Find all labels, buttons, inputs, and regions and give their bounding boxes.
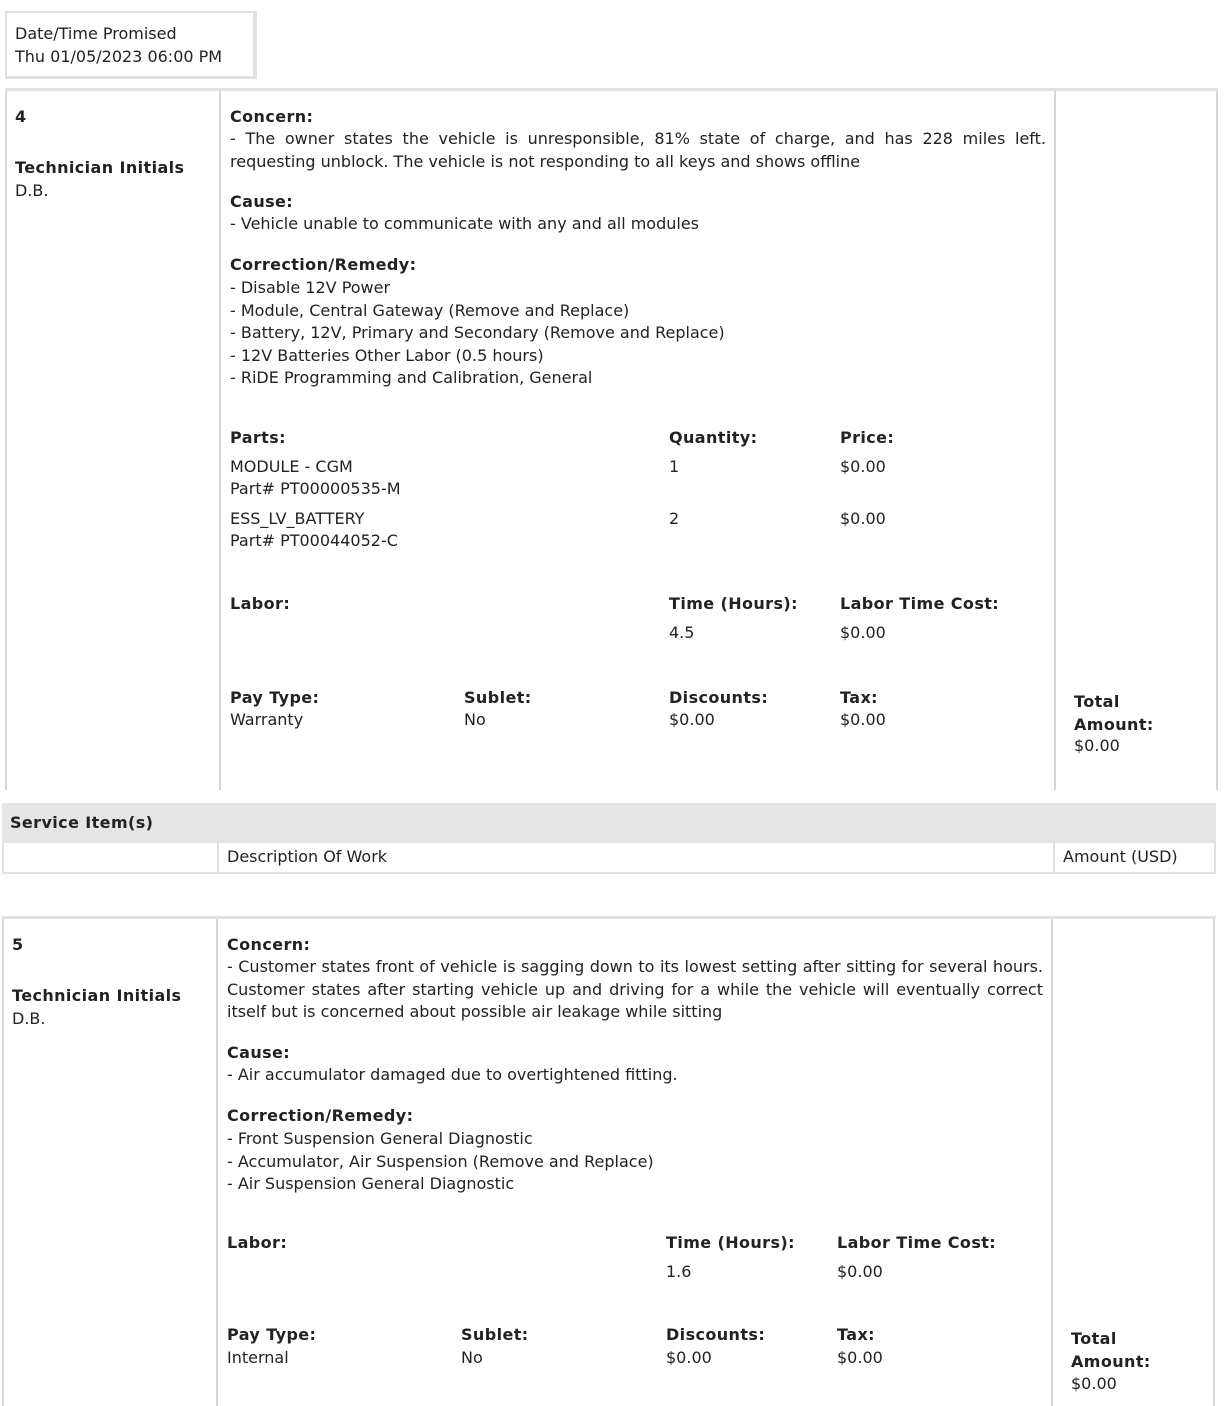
- part-name: MODULE - CGM: [230, 457, 353, 476]
- concern-label: Concern:: [230, 107, 314, 126]
- description-of-work-header: Description Of Work: [227, 847, 388, 866]
- price-header: Price:: [840, 428, 895, 447]
- concern-text: - Customer states front of vehicle is sagging down to its lowest setting after sitting for several hours. Customer states after starting vehicle up and driving for a while the vehicle will eventually correct itself but is concerned about possible air leakage while sitting: [227, 957, 1043, 1022]
- pay-type-value: Internal: [227, 1348, 289, 1367]
- total-amount-label: Total Amount:: [1074, 692, 1154, 734]
- correction-item: - Module, Central Gateway (Remove and Replace): [230, 300, 630, 320]
- technician-initials-label: Technician Initials: [12, 986, 182, 1005]
- correction-item: - RiDE Programming and Calibration, General: [230, 368, 593, 388]
- cause-label: Cause:: [227, 1043, 291, 1062]
- promised-value: Thu 01/05/2023 06:00 PM: [15, 47, 223, 66]
- total-amount-label: Total Amount:: [1071, 1329, 1151, 1371]
- part-price: $0.00: [840, 509, 886, 528]
- technician-initials-label: Technician Initials: [15, 158, 185, 177]
- tax-value: $0.00: [840, 710, 886, 729]
- labor-time-cost-header: Labor Time Cost:: [837, 1233, 997, 1252]
- correction-label: Correction/Remedy:: [227, 1106, 414, 1125]
- pay-type-label: Pay Type:: [227, 1325, 317, 1344]
- part-price: $0.00: [840, 457, 886, 476]
- discounts-label: Discounts:: [669, 688, 769, 707]
- discounts-label: Discounts:: [666, 1325, 766, 1344]
- promised-label: Date/Time Promised: [15, 24, 177, 43]
- discounts-value: $0.00: [666, 1348, 712, 1367]
- tax-value: $0.00: [837, 1348, 883, 1367]
- service-items-title: Service Item(s): [10, 813, 154, 832]
- correction-item: - Battery, 12V, Primary and Secondary (Remove and Replace): [230, 323, 725, 343]
- correction-item: - Accumulator, Air Suspension (Remove and Replace): [227, 1151, 654, 1171]
- labor-header: Labor:: [230, 594, 291, 613]
- sublet-value: No: [461, 1348, 483, 1367]
- time-hours-header: Time (Hours):: [669, 594, 798, 613]
- pay-type-label: Pay Type:: [230, 688, 320, 707]
- sublet-label: Sublet:: [464, 688, 532, 707]
- amount-usd-header: Amount (USD): [1063, 847, 1178, 866]
- technician-initials-value: D.B.: [12, 1009, 46, 1028]
- tax-label: Tax:: [837, 1325, 875, 1344]
- cause-text: - Vehicle unable to communicate with any and all modules: [230, 214, 700, 233]
- parts-header: Parts:: [230, 428, 286, 447]
- correction-item: - Front Suspension General Diagnostic: [227, 1129, 533, 1148]
- labor-time-cost-value: $0.00: [840, 623, 886, 642]
- correction-item: - Disable 12V Power: [230, 278, 391, 297]
- total-amount-value: $0.00: [1071, 1374, 1117, 1393]
- item-number: 4: [15, 107, 27, 126]
- time-hours-value: 4.5: [669, 623, 695, 642]
- quantity-header: Quantity:: [669, 428, 758, 447]
- time-hours-value: 1.6: [666, 1262, 692, 1281]
- correction-item: - 12V Batteries Other Labor (0.5 hours): [230, 345, 544, 365]
- sublet-label: Sublet:: [461, 1325, 529, 1344]
- cause-label: Cause:: [230, 192, 294, 211]
- total-amount-value: $0.00: [1074, 736, 1120, 755]
- time-hours-header: Time (Hours):: [666, 1233, 795, 1252]
- technician-initials-value: D.B.: [15, 181, 49, 200]
- concern-text: - The owner states the vehicle is unresponsible, 81% state of charge, and has 228 miles left. requesting unblock. The vehicle is not responding to all keys and shows offline: [230, 129, 1046, 171]
- part-quantity: 2: [669, 509, 680, 528]
- concern-label: Concern:: [227, 935, 311, 954]
- sublet-value: No: [464, 710, 486, 729]
- labor-header: Labor:: [227, 1233, 288, 1252]
- discounts-value: $0.00: [669, 710, 715, 729]
- part-name: ESS_LV_BATTERY: [230, 509, 365, 528]
- labor-time-cost-value: $0.00: [837, 1262, 883, 1281]
- correction-label: Correction/Remedy:: [230, 255, 417, 274]
- labor-time-cost-header: Labor Time Cost:: [840, 594, 1000, 613]
- item-number: 5: [12, 935, 24, 954]
- correction-item: - Air Suspension General Diagnostic: [227, 1174, 515, 1194]
- part-number: Part# PT00000535-M: [230, 479, 401, 498]
- part-quantity: 1: [669, 457, 680, 476]
- pay-type-value: Warranty: [230, 710, 304, 729]
- part-number: Part# PT00044052-C: [230, 531, 398, 550]
- tax-label: Tax:: [840, 688, 878, 707]
- cause-text: - Air accumulator damaged due to overtightened fitting.: [227, 1065, 678, 1084]
- correction-list: [227, 1128, 654, 1196]
